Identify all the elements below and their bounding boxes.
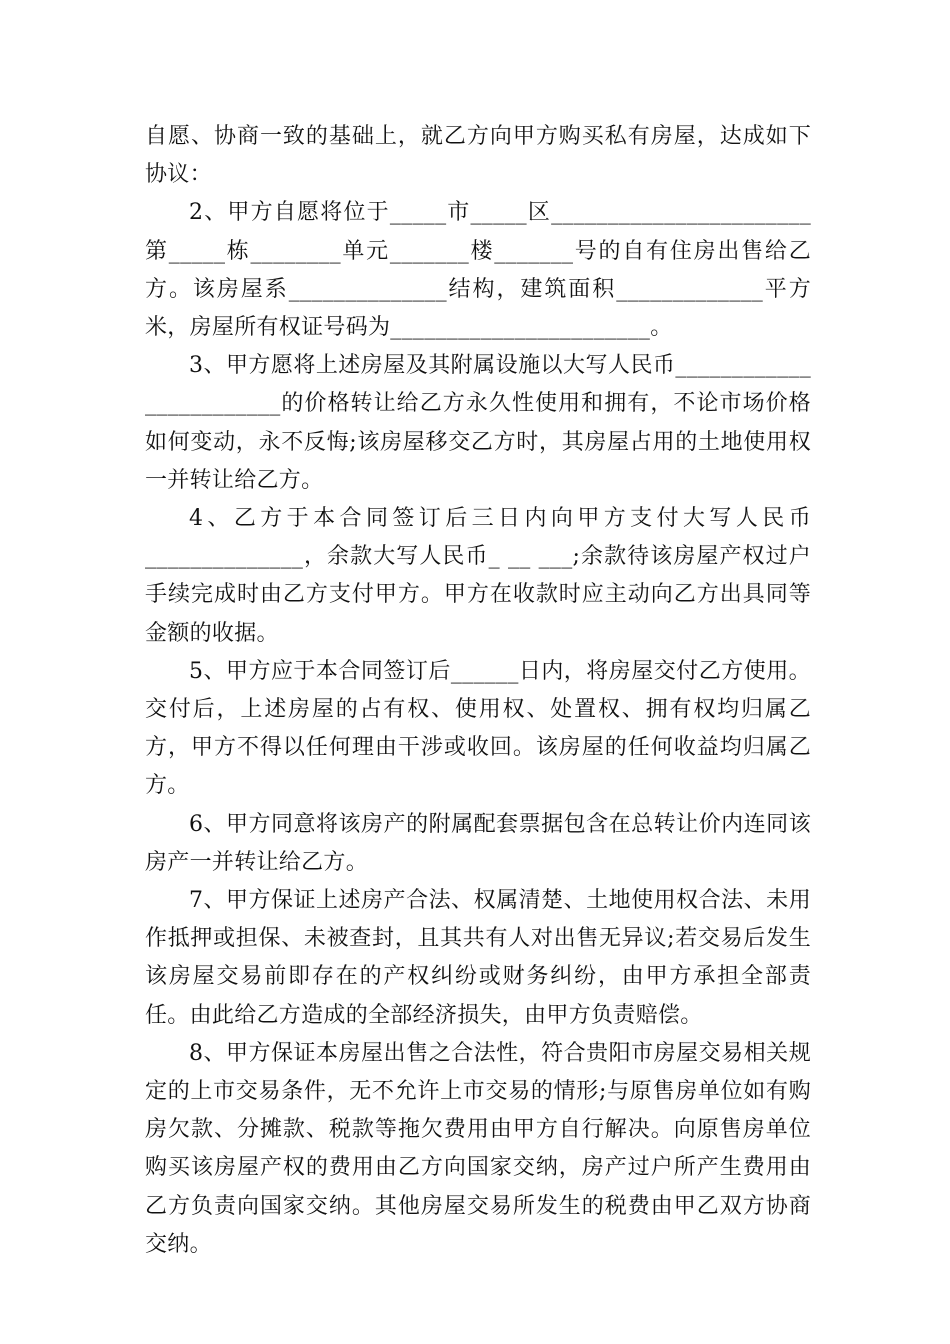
clause-3: 3、甲方愿将上述房屋及其附属设施以大写人民币____________ ____________的价格转让给乙方永久性使用和拥有，不论市场价格如何变动，永不反悔;该房屋移交乙方时，其房屋占用的土地使用权一并转让给乙方。 bbox=[145, 353, 811, 493]
clause-2: 2、甲方自愿将位于_____市_____区_______________________第_____栋________单元_______楼_______号的自有住房出售给乙方。该房屋系______________结构，建筑面积_____________平方米，房屋所有权证号码为_______________________。 bbox=[145, 200, 811, 341]
clause-8: 8、甲方保证本房屋出售之合法性，符合贵阳市房屋交易相关规定的上市交易条件，无不允许上市交易的情形;与原售房单位如有购房欠款、分摊款、税款等拖欠费用由甲方自行解决。向原售房单位购买该房屋产权的费用由乙方向国家交纳，房产过户所产生费用由乙方负责向国家交纳。其他房屋交易所发生的税费由甲乙双方协商交纳。 bbox=[145, 1040, 811, 1257]
paragraph-continuation: 自愿、协商一致的基础上，就乙方向甲方购买私有房屋，达成如下协议： bbox=[145, 124, 811, 188]
clause-5: 5、甲方应于本合同签订后______日内，将房屋交付乙方使用。交付后，上述房屋的占有权、使用权、处置权、拥有权均归属乙方，甲方不得以任何理由干涉或收回。该房屋的任何收益均归属乙方。 bbox=[145, 658, 811, 799]
clause-7: 7、甲方保证上述房产合法、权属清楚、土地使用权合法、未用作抵押或担保、未被查封，且其共有人对出售无异议;若交易后发生该房屋交易前即存在的产权纠纷或财务纠纷，由甲方承担全部责任。由此给乙方造成的全部经济损失，由甲方负责赔偿。 bbox=[145, 888, 811, 1028]
document-body bbox=[145, 118, 811, 1264]
clause-4: 4、乙方于本合同签订后三日内向甲方支付大写人民币______________，余款大写人民币_ __ ___;余款待该房屋产权过户手续完成时由乙方支付甲方。甲方在收款时应主动向乙方出具同等金额的收据。 bbox=[145, 506, 811, 646]
clause-6: 6、甲方同意将该房产的附属配套票据包含在总转让价内连同该房产一并转让给乙方。 bbox=[145, 811, 811, 875]
